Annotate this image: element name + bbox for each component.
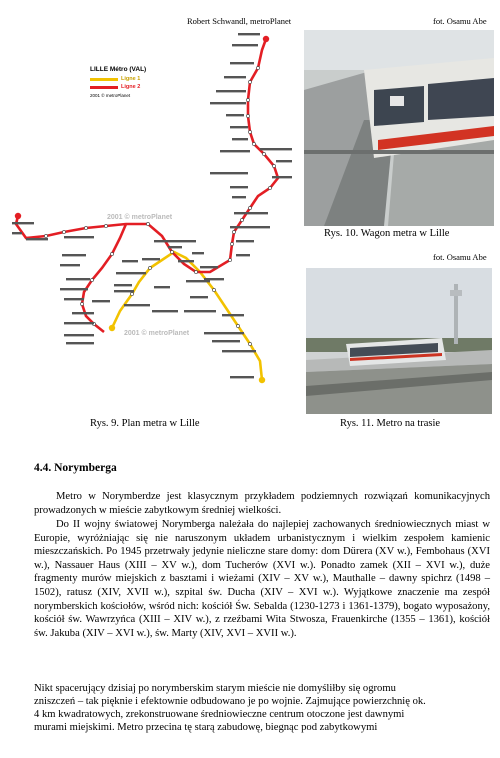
paragraph-2: Do II wojny światowej Norymberga należała do najlepiej zachowanych średniowiecznych miast w Europie, wyróżniając się nie naruszonym układem urbanistycznym i wielkim zespołem kamienic mieszczańskich. Po 1945 przetrwały jedynie nieliczne stare domy: dom Dürera (XV w.), Fembohaus (XVI w.), Nassauer Haus (XIII – XV w.), dom Tucherów (XVI w.). Ponadto zamek (XII – XVI w.), duże fragmenty murów miejskich z basztami i wieżami (XIV – XV w.), Mauthalle – dawny spichrz (1498 – 1502), ratusz (XIV, XVII w.), szpital św. Ducha (XIV – XVI w.). Wyjątkowe znaczenie ma zespół norymberskich kościołów, wśród nich: kościół Św. Sebalda (1230-1273 i 1361-1379), bogato wyposażony, kościół św. Wawrzyńca (XIII – XIV w.), z rzeźbami Wita Stwosza, Frauenkirche (1355 – 1361), kościół św. Jakuba (XIV – XVI w.), św. Marty (XIV, XVI – XVII w.). [34, 519, 490, 639]
legend-item-line2 [90, 84, 176, 90]
wagon-photo-image [304, 30, 494, 226]
paragraph-1-text: Metro w Norymberdze jest klasycznym przykładem podziemnych rozwiązań komunikacyjnych prowadzonych w mieście zabytkowym średniej wielkości. [34, 491, 490, 516]
legend-copyright: 2001 © metroPlanet [90, 93, 131, 98]
paragraph-1 [34, 490, 490, 517]
paragraph-3-line-1: Nikt spacerujący dzisiaj po norymberskim starym mieście nie domyśliłby się ogromu [34, 683, 396, 694]
section-heading: 4.4. Norymberga [34, 462, 117, 474]
wagon-photo-caption: Rys. 10. Wagon metra w Lille [324, 228, 450, 239]
map-watermark-2: 2001 © metroPlanet [124, 330, 190, 337]
track-photo [306, 268, 492, 414]
track-photo-image [306, 268, 492, 414]
wagon-photo-credit: fot. Osamu Abe [433, 16, 487, 26]
map-credit: Robert Schwandl, metroPlanet [187, 16, 292, 26]
legend-label-line2: Ligne 2 [121, 84, 141, 90]
lille-metro-map [4, 28, 294, 412]
paragraph-3-line-3: 4 km kwadratowych, zrekonstruowane średniowieczne centrum otoczone jest dawnymi [34, 709, 405, 720]
paragraph-3-line-2: zniszczeń – tak pięknie i efektownie odbudowano je po wojnie. Zajmujące powierzchnię ok. [34, 696, 426, 707]
legend-label-line1: Ligne 1 [121, 76, 141, 82]
map-legend [90, 66, 176, 98]
map-caption: Rys. 9. Plan metra w Lille [90, 418, 200, 429]
legend-swatch-line2 [90, 86, 118, 89]
legend-item-line1 [90, 76, 176, 82]
paragraph-3-line-4: murami miejskimi. Metro przecina tę starą zabudowę, biegnąc pod zabytkowymi [34, 722, 378, 733]
legend-swatch-line1 [90, 78, 118, 81]
track-photo-credit: fot. Osamu Abe [433, 252, 487, 262]
track-photo-caption: Rys. 11. Metro na trasie [340, 418, 441, 429]
map-watermark-1: 2001 © metroPlanet [107, 214, 173, 221]
legend-title: LILLE Métro (VAL) [90, 66, 147, 73]
wagon-photo [304, 30, 494, 226]
